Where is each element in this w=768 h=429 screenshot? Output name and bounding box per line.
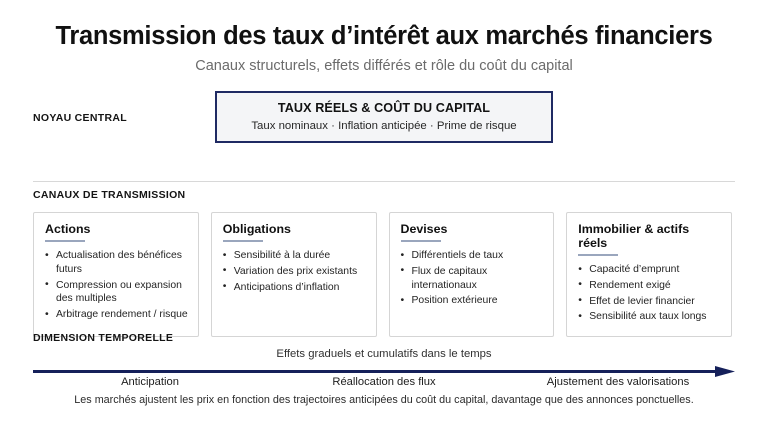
list-item: • Effet de levier financier [578, 295, 721, 309]
page-subtitle: Canaux structurels, effets différés et rôle du coût du capital [195, 58, 573, 75]
timeline-stage-reallocation: Réallocation des flux [332, 376, 436, 388]
channel-card-obligations [211, 212, 377, 337]
card-title-rule [223, 240, 263, 242]
core-box-subtitle: Taux nominaux · Inflation anticipée · Prime de risque [251, 120, 517, 133]
card-title-rule [401, 240, 441, 242]
card-title: Immobilier & actifs réels [578, 222, 690, 250]
core-section [0, 91, 768, 153]
list-item: • Variation des prix existants [223, 265, 366, 279]
timeline-caption: Effets graduels et cumulatifs dans le temps [276, 348, 492, 360]
card-title-rule [578, 254, 618, 256]
slide-footnote: Les marchés ajustent les prix en fonction des trajectoires anticipées du coût du capital, davantage que des annonces ponctuelles. [74, 394, 694, 406]
list-item: • Sensibilité à la durée [223, 249, 366, 263]
list-item: • Sensibilité aux taux longs [578, 310, 721, 324]
card-title: Obligations [222, 222, 291, 236]
list-item: • Rendement exigé [578, 279, 721, 293]
slide-header [0, 0, 768, 74]
list-item: • Anticipations d’inflation [223, 281, 366, 295]
card-title-rule [45, 240, 85, 242]
channels-section-label: CANAUX DE TRANSMISSION [33, 189, 186, 201]
core-concept-box [215, 91, 553, 143]
core-section-label: NOYAU CENTRAL [33, 112, 127, 125]
timeline-stage-ajustement: Ajustement des valorisations [546, 376, 690, 388]
channel-card-actions [33, 212, 199, 337]
list-item: • Compression ou expansion des multiples [45, 279, 188, 307]
list-item: • Capacité d’emprunt [578, 263, 721, 277]
list-item: • Position extérieure [401, 294, 544, 308]
card-bullet-list [45, 249, 188, 322]
page-title: Transmission des taux d’intérêt aux marchés financiers [55, 22, 713, 50]
section-divider [33, 181, 735, 182]
card-bullet-list [223, 249, 366, 294]
channel-cards [33, 212, 732, 337]
list-item: • Différentiels de taux [401, 249, 544, 263]
list-item: • Actualisation des bénéfices futurs [45, 249, 188, 277]
list-item: • Arbitrage rendement / risque [45, 308, 188, 322]
timeline-stage-anticipation: Anticipation [121, 376, 179, 388]
card-title: Devises [400, 222, 448, 236]
card-title: Actions [45, 222, 91, 236]
channel-card-devises [389, 212, 555, 337]
card-bullet-list [401, 249, 544, 308]
list-item: • Flux de capitaux internationaux [401, 265, 544, 293]
timeline-section-label: DIMENSION TEMPORELLE [33, 332, 174, 344]
core-box-title: TAUX RÉELS & COÛT DU CAPITAL [277, 101, 491, 116]
channel-card-immobilier [566, 212, 732, 337]
card-bullet-list [578, 263, 721, 324]
timeline-stage-labels [33, 376, 735, 388]
